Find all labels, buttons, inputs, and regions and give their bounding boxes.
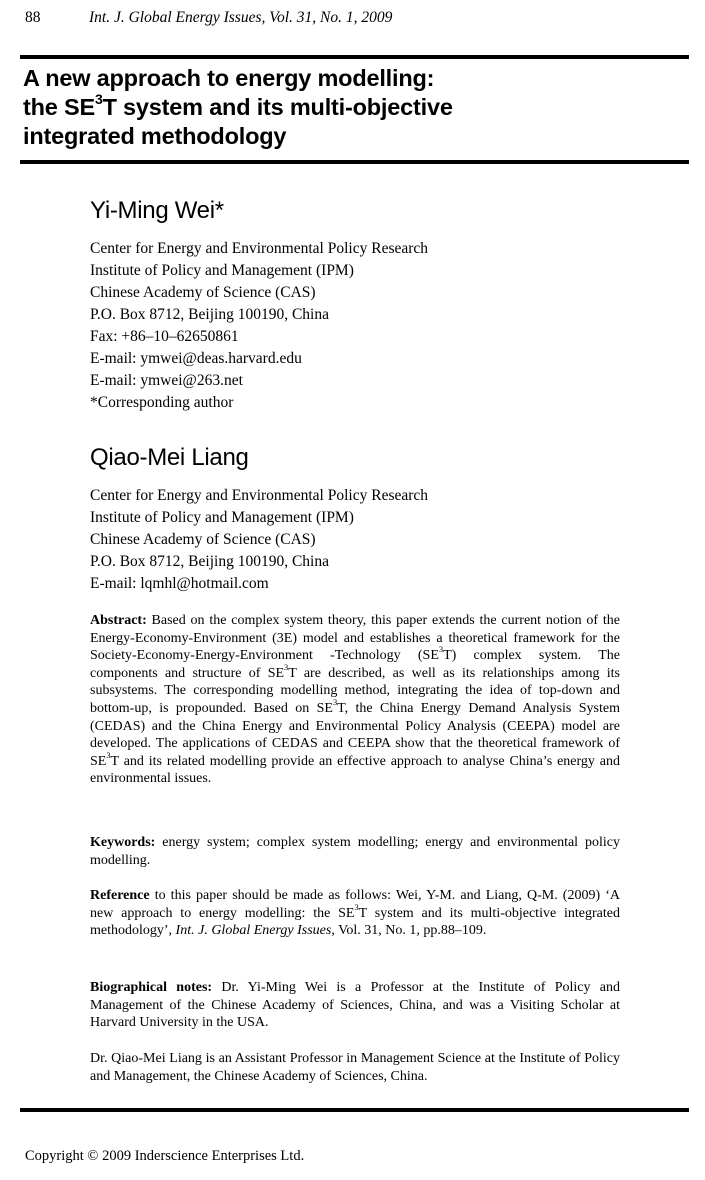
title-top-rule: [20, 55, 689, 59]
biographical-note-2: Dr. Qiao-Mei Liang is an Assistant Professor in Management Science at the Institute of Policy and Management, the Chinese Academy of Sciences, China.: [90, 1051, 620, 1084]
abstract: Abstract: Based on the complex system theory, this paper extends the current notion of the Energy-Economy-Environment (3E) model and establishes a theoretical framework for the Society-Economy-Energy-Environment -Technology $(SE^3T)$ complex system. The components and structure of $SE^3T$ are described, as well as its relationships among its subsystems. The corresponding modelling method, integrating the idea of top-down and bottom-up, is propounded. Based on $SE^3T$, the China Energy Demand Analysis System (CEDAS) and the China Energy and Environmental Policy Analysis (CEEPA) model are developed. The applications of CEDAS and CEEPA show that the theoretical framework of $SE^3T$ and its related modelling provide an effective approach to analyse China’s energy and environmental issues.: [90, 613, 620, 787]
affiliation-line: Chinese Academy of Science (CAS): [90, 284, 316, 301]
email-line[interactable]: E-mail: ymwei@263.net: [90, 372, 243, 389]
running-header: [25, 9, 392, 27]
affiliation-line: Center for Energy and Environmental Policy Research: [90, 487, 429, 504]
affiliation-line: Chinese Academy of Science (CAS): [90, 531, 316, 548]
affiliation-line: P.O. Box 8712, Beijing 100190, China: [90, 553, 329, 570]
title-line-1: A new approach to energy modelling:: [23, 65, 435, 91]
abstract-label: Abstract:: [90, 613, 147, 628]
paper-title: [23, 64, 453, 151]
footer-rule: [20, 1108, 689, 1112]
affiliation-line: Institute of Policy and Management (IPM): [90, 509, 354, 526]
author-name-2: Qiao-Mei Liang: [90, 444, 249, 471]
journal-citation: Int. J. Global Energy Issues, Vol. 31, No. 1, 2009: [89, 9, 393, 26]
title-line-2: the $SE^3T$ system and its multi-objective: [23, 91, 453, 120]
page-number: 88: [25, 9, 41, 26]
author-affiliation-2: [90, 485, 428, 595]
title-line-3: integrated methodology: [23, 123, 287, 149]
reference-journal: Int. J. Global Energy Issues: [175, 923, 332, 939]
copyright-notice: Copyright © 2009 Inderscience Enterprises Ltd.: [25, 1148, 305, 1164]
keywords-label: Keywords:: [90, 835, 156, 850]
email-line[interactable]: E-mail: lqmhl@hotmail.com: [90, 575, 269, 592]
author-affiliation-1: [90, 238, 428, 414]
keywords: Keywords: energy system; complex system modelling; energy and environmental policy modelling.: [90, 835, 620, 868]
affiliation-line: Institute of Policy and Management (IPM): [90, 262, 354, 279]
title-bottom-rule: [20, 160, 689, 164]
affiliation-line: P.O. Box 8712, Beijing 100190, China: [90, 306, 329, 323]
author-name-1: Yi-Ming Wei*: [90, 197, 224, 224]
biographical-notes: Biographical notes: Dr. Yi-Ming Wei is a Professor at the Institute of Policy and Management of the Chinese Academy of Sciences, China, and was a Visiting Scholar at Harvard University in the USA.: [90, 980, 620, 1031]
reference-label: Reference: [90, 888, 150, 903]
fax-line: Fax: +86–10–62650861: [90, 328, 239, 345]
corresponding-author-note: *Corresponding author: [90, 394, 234, 411]
reference-citation: Reference to this paper should be made as follows: Wei, Y-M. and Liang, Q-M. (2009) ‘A new approach to energy modelling: the $SE^3T$ system and its multi-objective integrated methodology’, Int. J. Global Energy Issues, Vol. 31, No. 1, pp.88–109.: [90, 888, 620, 939]
affiliation-line: Center for Energy and Environmental Policy Research: [90, 240, 429, 257]
email-line[interactable]: E-mail: ymwei@deas.harvard.edu: [90, 350, 302, 367]
bio-label: Biographical notes:: [90, 980, 213, 995]
